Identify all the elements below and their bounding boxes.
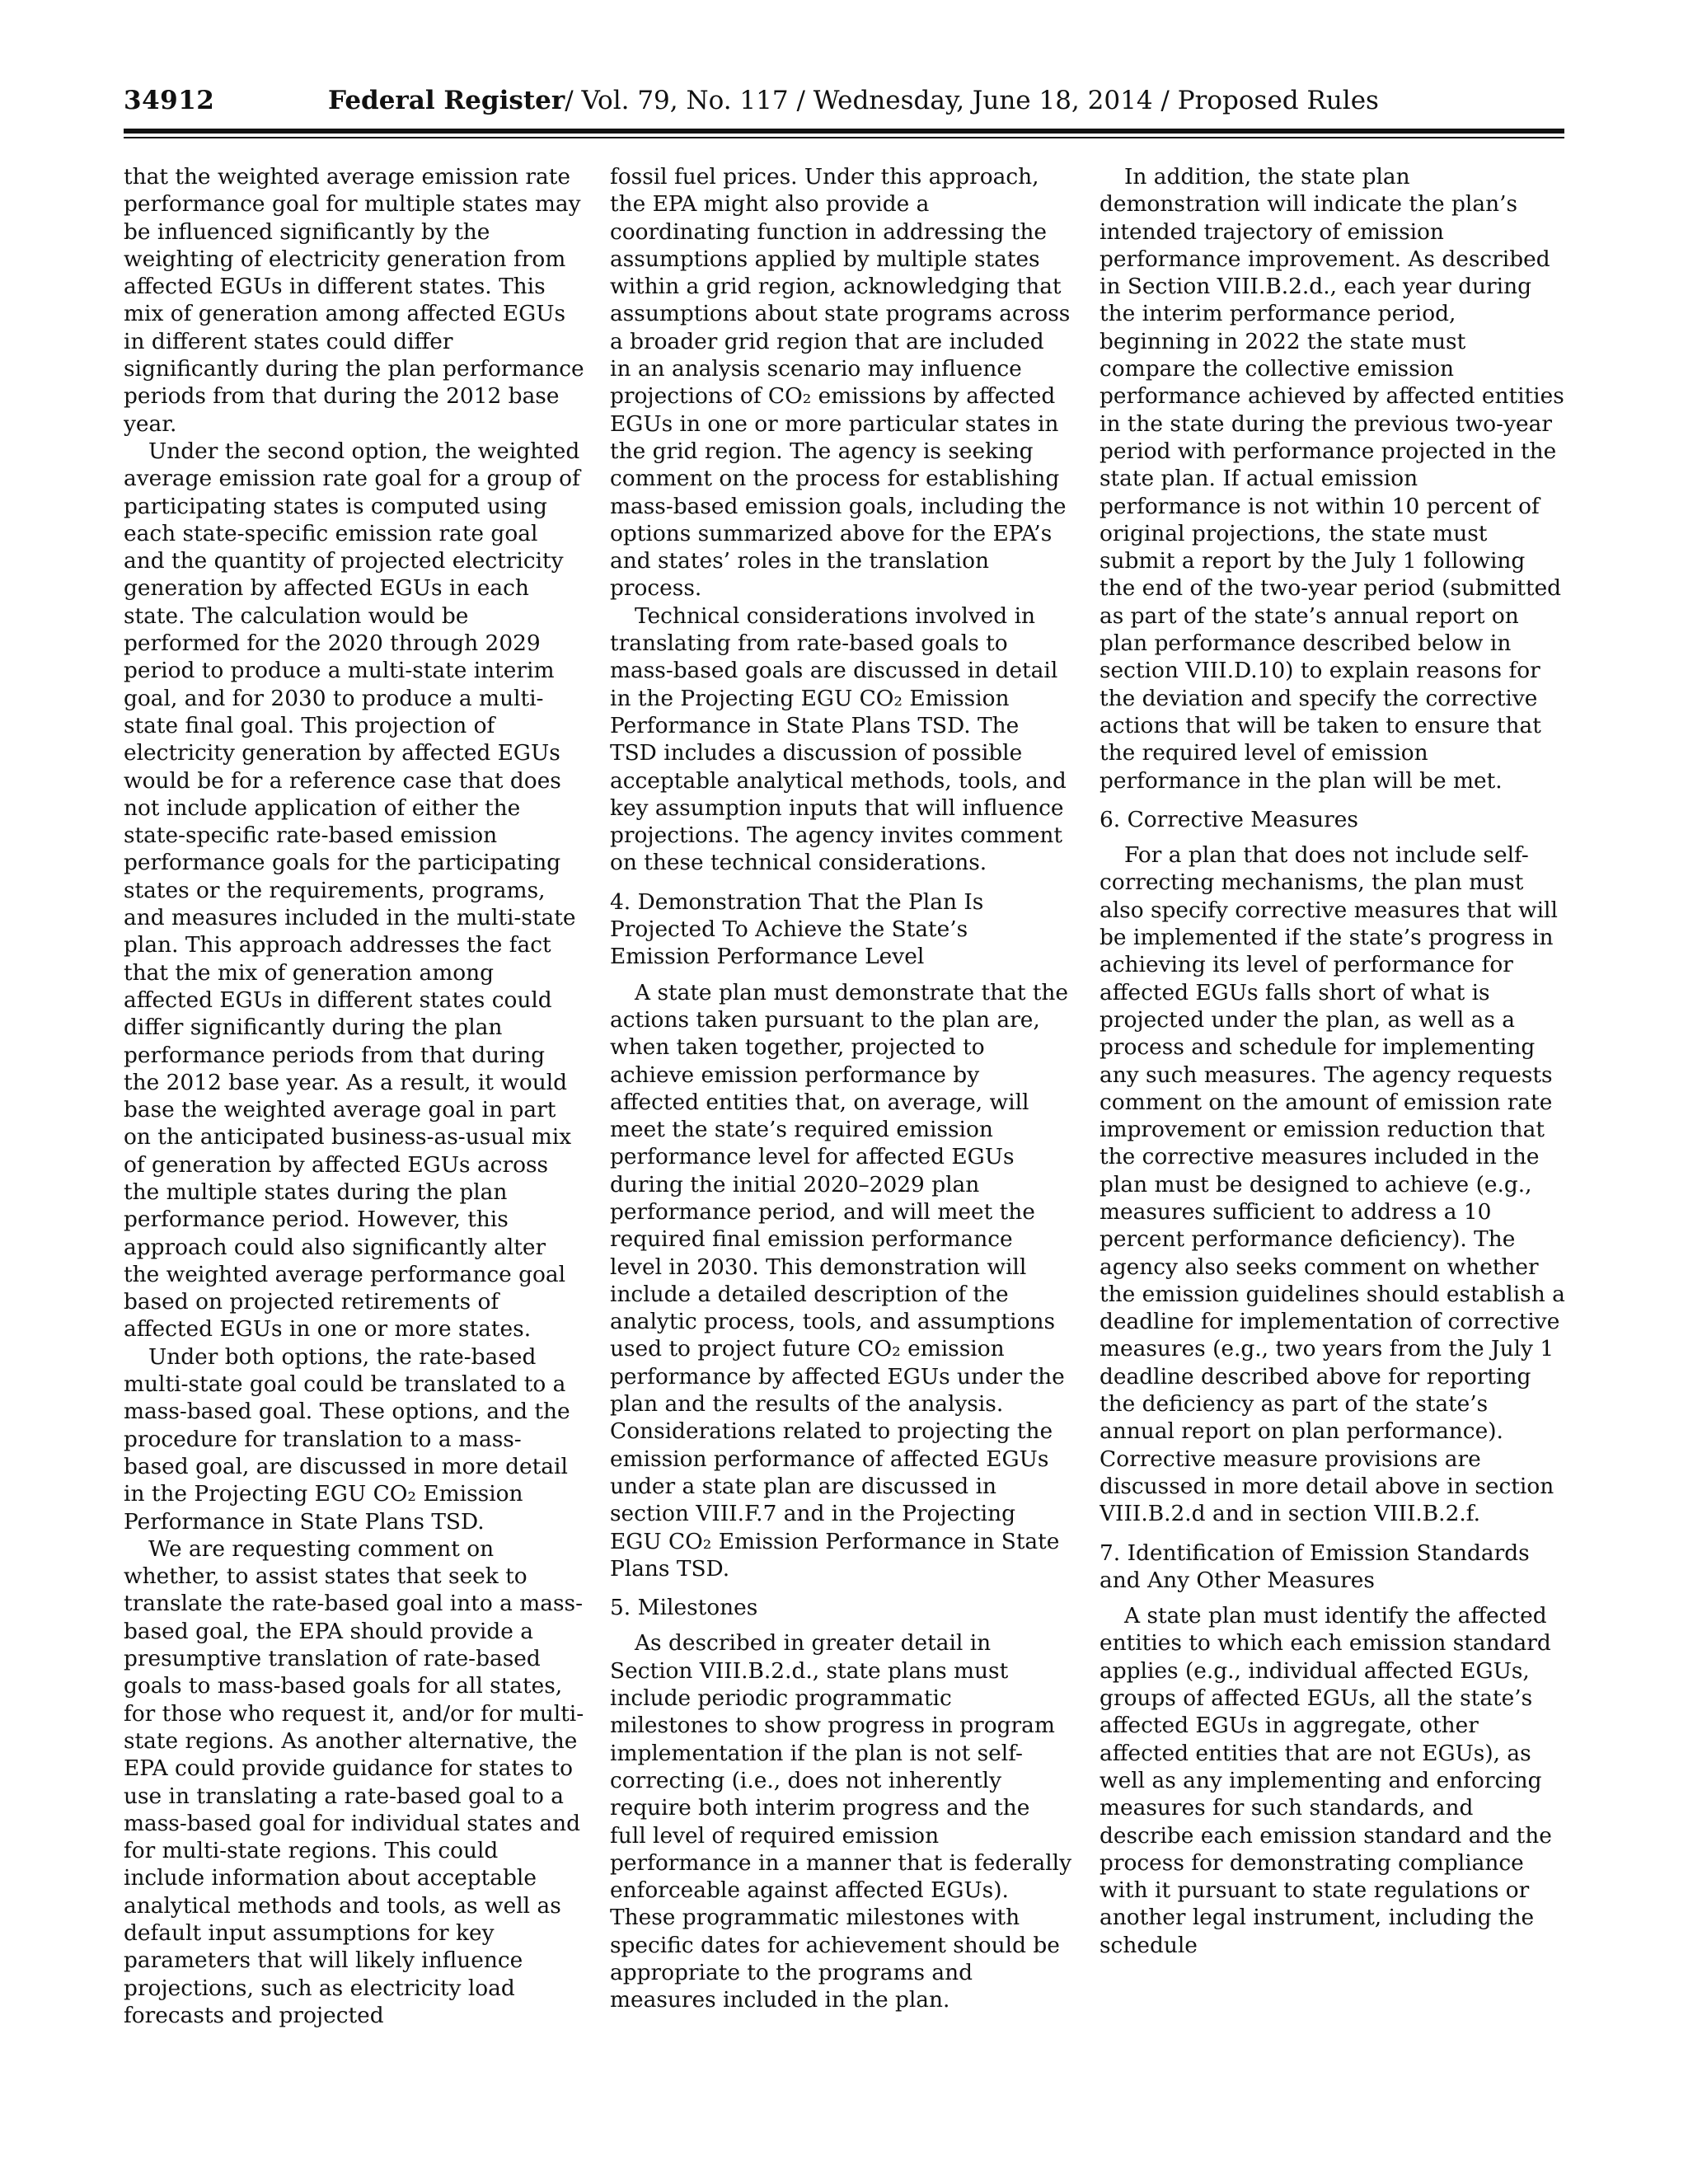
paragraph: that the weighted average emission rate performance goal for multiple states may be influenced significantly by the weighting of electricity generation from affected EGUs in different states. This mix of generation among affected EGUs in different states could differ significantly during the plan performance periods from that during the 2012 base year. — [124, 164, 584, 437]
section-heading-5: 5. Milestones — [610, 1595, 758, 1621]
paragraph: Technical considerations involved in translating from rate-based goals to mass-based goals are discussed in detail in the Projecting EGU CO₂ Emission Performance in State Plans TSD. The TSD includes a discussion of possible acceptable analytical methods, tools, and key assumption inputs that will influence projections. The agency invites comment on these technical considerations. — [610, 602, 1067, 876]
issue-info: / Vol. 79, No. 117 / Wednesday, June 18, 2014 / Proposed Rules — [565, 86, 1379, 115]
publication-name: Federal Register — [328, 86, 565, 115]
paragraph: A state plan must demonstrate that the actions taken pursuant to the plan are, when taken together, projected to achieve emission performance by affected entities that, on average, will meet the state’s required emission performance level for affected EGUs during the initial 2020–2029 plan performance period, and will meet the required final emission performance level in 2030. This demonstration will include a detailed description of the analytic process, tools, and assumptions used to project future CO₂ emission performance by affected EGUs under the plan and the results of the analysis. Considerations related to projecting the emission performance of affected EGUs under a state plan are discussed in section VIII.F.7 and in the Projecting EGU CO₂ Emission Performance in State Plans TSD. — [610, 979, 1069, 1582]
page-header — [124, 86, 1564, 119]
section-heading-7: 7. Identification of Emission Standards and Any Other Measures — [1100, 1540, 1530, 1593]
paragraph: For a plan that does not include self-correcting mechanisms, the plan must also specify corrective measures that will be implemented if the state’s progress in achieving its level of performance for affected EGUs falls short of what is projected under the plan, as well as a process and schedule for implementing any such measures. The agency requests comment on the amount of emission rate improvement or emission reduction that the corrective measures included in the plan must be designed to achieve (e.g., measures sufficient to address a 10 percent performance deficiency). The agency also seeks comment on whether the emission guidelines should establish a deadline for implementation of corrective measures (e.g., two years from the July 1 deadline described above for reporting the deficiency as part of the state’s annual report on plan performance). Corrective measure provisions are discussed in more detail above in section VIII.B.2.d and in section VIII.B.2.f. — [1100, 842, 1565, 1527]
paragraph: A state plan must identify the affected entities to which each emission standard applies (e.g., individual affected EGUs, groups of affected EGUs, all the state’s affected EGUs in aggregate, other affected entities that are not EGUs), as well as any implementing and enforcing measures for such standards, and describe each emission standard and the process for demonstrating compliance with it pursuant to state regulations or another legal instrument, including the schedule — [1100, 1603, 1552, 1958]
header-title — [328, 86, 1379, 115]
section-heading-6: 6. Corrective Measures — [1100, 806, 1358, 832]
column-1 — [124, 163, 585, 2029]
paragraph: In addition, the state plan demonstration will indicate the plan’s intended trajectory of emission performance improvement. As described in Section VIII.B.2.d., each year during the interim performance period, beginning in 2022 the state must compare the collective emission performance achieved by affected entities in the state during the previous two-year period with performance projected in the state plan. If actual emission performance is not within 10 percent of original projections, the state must submit a report by the July 1 following the end of the two-year period (submitted as part of the state’s annual report on plan performance described below in section VIII.D.10) to explain reasons for the deviation and specify the corrective actions that will be taken to ensure that the required level of emission performance in the plan will be met. — [1100, 164, 1564, 794]
paragraph: Under the second option, the weighted average emission rate goal for a group of participating states is computed using each state-specific emission rate goal and the quantity of projected electricity generation by affected EGUs in each state. The calculation would be performed for the 2020 through 2029 period to produce a multi-state interim goal, and for 2030 to produce a multi-state final goal. This projection of electricity generation by affected EGUs would be for a reference case that does not include application of either the state-specific rate-based emission performance goals for the participating states or the requirements, programs, and measures included in the multi-state plan. This approach addresses the fact that the mix of generation among affected EGUs in different states could differ significantly during the plan performance periods from that during the 2012 base year. As a result, it would base the weighted average goal in part on the anticipated business-as-usual mix of generation by affected EGUs across the multiple states during the plan performance period. However, this approach could also significantly alter the weighted average performance goal based on projected retirements of affected EGUs in one or more states. — [124, 438, 580, 1343]
paragraph: As described in greater detail in Section VIII.B.2.d., state plans must include periodic programmatic milestones to show progress in program implementation if the plan is not self-correcting (i.e., does not inherently require both interim progress and the full level of required emission performance in a manner that is federally enforceable against affected EGUs). These programmatic milestones with specific dates for achievement should be appropriate to the programs and measures included in the plan. — [610, 1630, 1071, 2013]
paragraph: fossil fuel prices. Under this approach, the EPA might also provide a coordinating function in addressing the assumptions applied by multiple states within a grid region, acknowledging that assumptions about state programs across a broader grid region that are included in an analysis scenario may influence projections of CO₂ emissions by affected EGUs in one or more particular states in the grid region. The agency is seeking comment on the process for establishing mass-based emission goals, including the options summarized above for the EPA’s and states’ roles in the translation process. — [610, 164, 1071, 602]
column-3 — [1100, 163, 1566, 1959]
column-2 — [610, 163, 1071, 2014]
paragraph: We are requesting comment on whether, to assist states that seek to translate the rate-based goal into a mass-based goal, the EPA should provide a presumptive translation of rate-based goals to mass-based goals for all states, for those who request it, and/or for multi-state regions. As another alternative, the EPA could provide guidance for states to use in translating a rate-based goal to a mass-based goal for individual states and for multi-state regions. This could include information about acceptable analytical methods and tools, as well as default input assumptions for key parameters that will likely influence projections, such as electricity load forecasts and projected — [124, 1535, 584, 2028]
page-number: 34912 — [124, 86, 215, 115]
header-rule — [124, 129, 1564, 134]
paragraph: Under both options, the rate-based multi-state goal could be translated to a mass-based goal. These options, and the procedure for translation to a mass-based goal, are discussed in more detail in the Projecting EGU CO₂ Emission Performance in State Plans TSD. — [124, 1343, 570, 1535]
header-rule-thin — [124, 137, 1564, 138]
section-heading-4: 4. Demonstration That the Plan Is Projected To Achieve the State’s Emission Performance Level — [610, 888, 984, 970]
